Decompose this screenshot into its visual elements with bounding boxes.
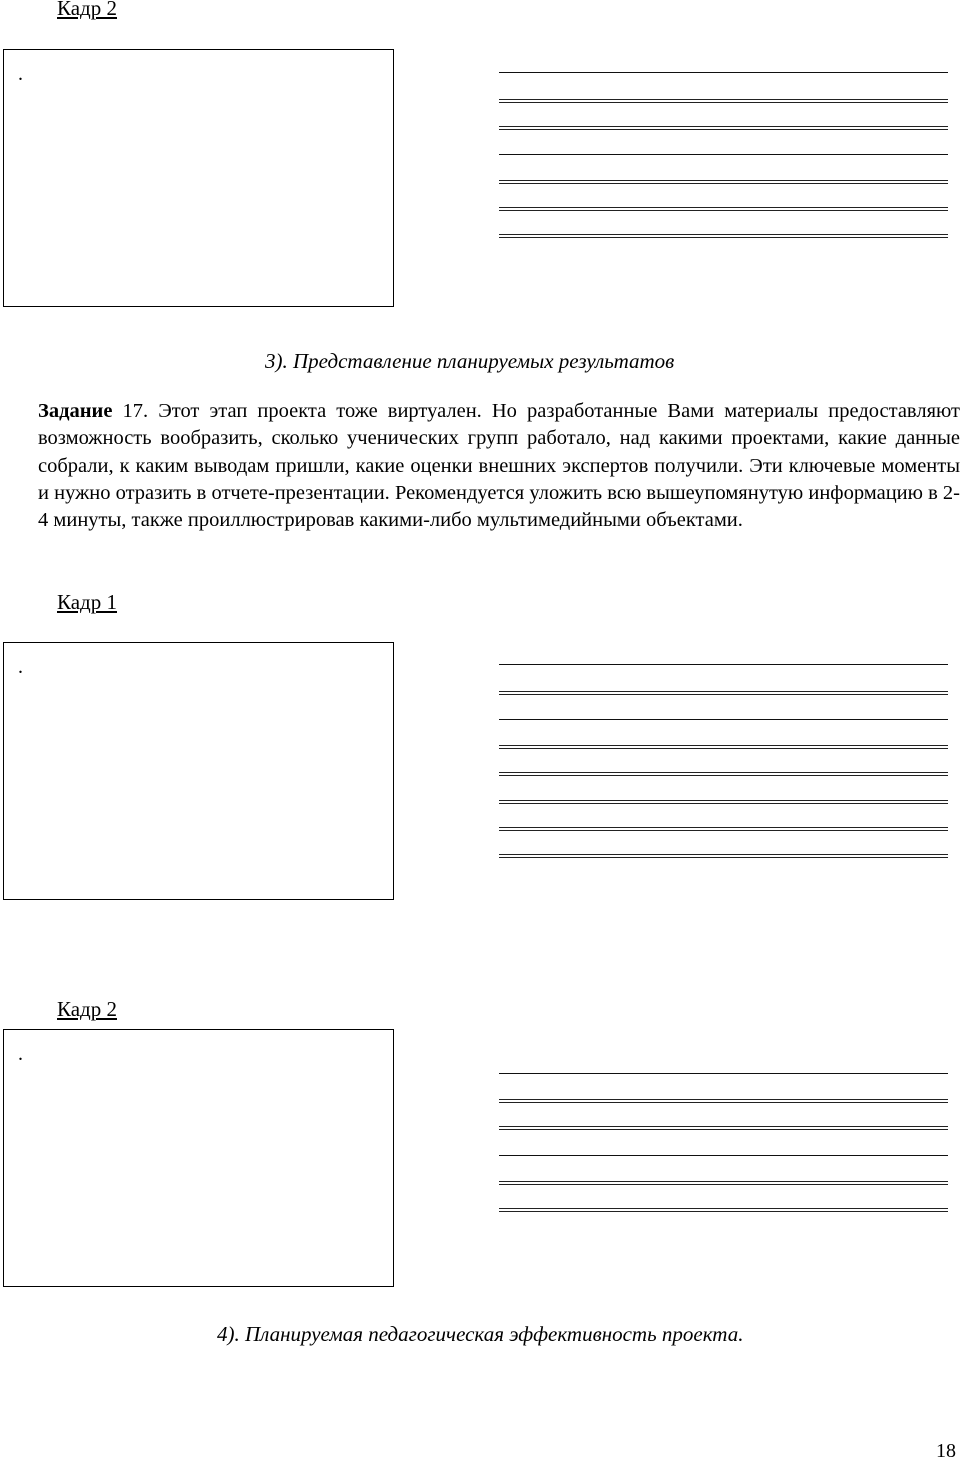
answer-lines-top [499, 72, 948, 242]
frame-label-middle: Кадр 1 [57, 590, 117, 614]
answer-line [499, 719, 948, 720]
answer-line [499, 154, 948, 155]
answer-line [499, 664, 948, 665]
frame-box-middle [3, 642, 394, 900]
answer-line [499, 1073, 948, 1074]
answer-line [499, 1099, 948, 1100]
answer-line [499, 99, 948, 100]
frame-label-bottom: Кадр 2 [57, 997, 117, 1021]
frame-label-top: Кадр 2 [57, 0, 117, 20]
frame-box-top [3, 49, 394, 307]
frame-placeholder: . [18, 1043, 23, 1065]
task-text: . Этот этап проекта тоже виртуален. Но разработанные Вами материалы предоставляют возможность вообразить, сколько ученических групп работало, над какими проектами, какие данные собрали, к каким выводам пришли, какие оценки внешних экспертов получили. Эти ключевые моменты и нужно отразить в отчете-презентации. Рекомендуется уложить всю вышеупомянутую информацию в 2-4 минуты, также проиллюстрировав какими-либо мультимедийными объектами. [38, 400, 960, 532]
answer-line [499, 1181, 948, 1182]
answer-line [499, 1126, 948, 1127]
answer-line [499, 800, 948, 801]
answer-lines-middle [499, 664, 948, 864]
task-label: Задание [38, 400, 113, 422]
answer-line [499, 854, 948, 855]
answer-line [499, 772, 948, 773]
page-number: 18 [936, 1440, 956, 1462]
answer-lines-bottom [499, 1073, 948, 1218]
answer-line [499, 691, 948, 692]
frame-placeholder: . [18, 656, 23, 678]
answer-line [499, 1155, 948, 1156]
answer-line [499, 72, 948, 73]
task-17-paragraph [38, 398, 960, 534]
answer-line [499, 180, 948, 181]
task-number: 17 [122, 400, 144, 422]
answer-line [499, 207, 948, 208]
frame-box-bottom [3, 1029, 394, 1287]
answer-line [499, 745, 948, 746]
answer-line [499, 827, 948, 828]
answer-line [499, 234, 948, 235]
section-heading-3: 3). Представление планируемых результатов [265, 349, 675, 373]
answer-line [499, 126, 948, 127]
section-heading-4: 4). Планируемая педагогическая эффективность проекта. [217, 1322, 744, 1346]
answer-line [499, 1208, 948, 1209]
frame-placeholder: . [18, 63, 23, 85]
